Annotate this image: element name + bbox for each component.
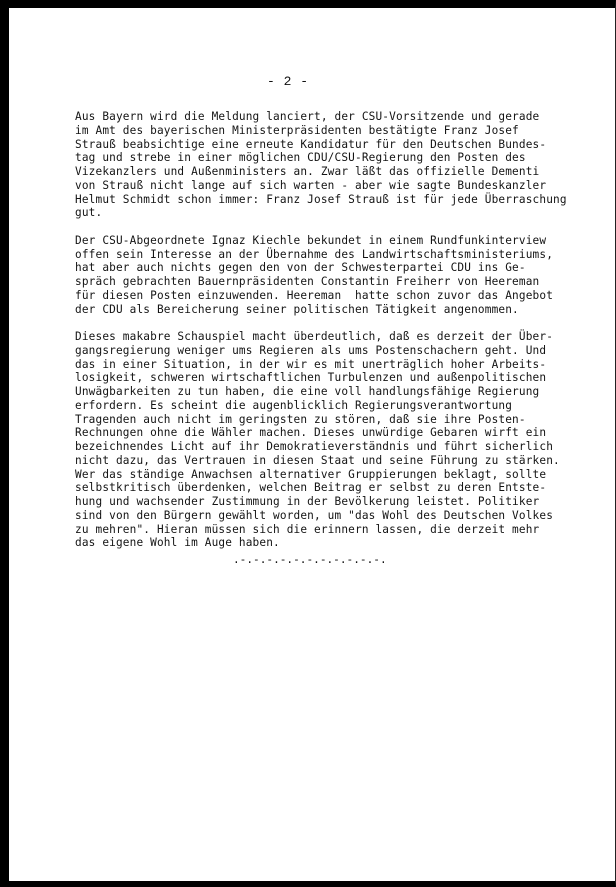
text-line: Der CSU-Abgeordnete Ignaz Kiechle bekundet in einem Rundfunkinterview bbox=[75, 233, 547, 247]
text-line: hung und wachsender Zustimmung in der Bevölkerung leistet. Politiker bbox=[75, 495, 540, 508]
paragraph-3 bbox=[75, 330, 615, 550]
page-number: - 2 - bbox=[267, 74, 309, 89]
text-line: zu mehren". Hieran müssen sich die erinnern lassen, die derzeit mehr bbox=[75, 522, 540, 536]
text-line: das in einer Situation, in der wir es mit unerträglich hoher Arbeits- bbox=[75, 357, 547, 371]
text-line: Rechnungen ohne die Wähler machen. Dieses unwürdige Gebaren wirft ein bbox=[75, 426, 547, 440]
text-line: tag und strebe in einer möglichen CDU/CSU-Regierung den Posten des bbox=[75, 151, 526, 165]
text-line: von Strauß nicht lange auf sich warten - aber wie sagte Bundeskanzler bbox=[75, 178, 547, 192]
paragraph-2 bbox=[75, 234, 615, 317]
text-line: offen sein Interesse an der Übernahme des Landwirtschaftsministeriums, bbox=[75, 247, 554, 261]
text-line: hat aber auch nichts gegen den von der Schwesterpartei CDU ins Ge- bbox=[75, 261, 526, 275]
text-line: Helmut Schmidt schon immer: Franz Josef Strauß ist für jede Überraschung bbox=[75, 192, 567, 206]
text-line: gut. bbox=[75, 206, 103, 220]
text-line: Wer das ständige Anwachsen alternativer Gruppierungen beklagt, sollte bbox=[75, 467, 547, 481]
text-line: selbstkritisch überdenken, welchen Beitrag er selbst zu deren Entste- bbox=[75, 481, 547, 495]
text-line: Dieses makabre Schauspiel macht überdeutlich, daß es derzeit der Über- bbox=[75, 330, 554, 343]
text-line: nicht dazu, das Vertrauen in diesen Staat und seine Führung zu stärken. bbox=[75, 453, 560, 467]
text-line: das eigene Wohl im Auge haben. bbox=[75, 536, 280, 550]
text-line: Vizekanzlers und Außenministers an. Zwar läßt das offizielle Dementi bbox=[75, 165, 540, 178]
text-line: im Amt des bayerischen Ministerpräsidenten bestätigte Franz Josef bbox=[75, 123, 519, 137]
text-line: für diesen Posten einzuwenden. Heereman hatte schon zuvor das Angebot bbox=[75, 288, 554, 302]
text-line: losigkeit, schweren wirtschaftlichen Turbulenzen und außenpolitischen bbox=[75, 371, 547, 385]
text-line: Tragenden auch nicht im geringsten zu stören, daß sie ihre Posten- bbox=[75, 412, 526, 426]
text-line: Aus Bayern wird die Meldung lanciert, der CSU-Vorsitzende und gerade bbox=[75, 110, 540, 123]
text-line: sind von den Bürgern gewählt worden, um "das Wohl des Deutschen Volkes bbox=[75, 508, 554, 522]
text-line: Unwägbarkeiten zu tun haben, die eine voll handlungsfähige Regierung bbox=[75, 385, 540, 398]
text-line: Strauß beabsichtige eine erneute Kandidatur für den Deutschen Bundes- bbox=[75, 137, 547, 151]
text-line: der CDU als Bereicherung seiner politischen Tätigkeit angenommen. bbox=[75, 302, 519, 316]
paragraph-1 bbox=[75, 110, 615, 220]
section-separator: .-.-.-.-.-.-.-.-.-.-.-. bbox=[233, 553, 387, 566]
text-line: gangsregierung weniger ums Regieren als ums Postenschachern geht. Und bbox=[75, 343, 547, 357]
text-line: erfordern. Es scheint die augenblicklich Regierungsverantwortung bbox=[75, 398, 513, 412]
text-line: spräch gebrachten Bauernpräsidenten Constantin Freiherr von Heereman bbox=[75, 275, 540, 288]
text-line: bezeichnendes Licht auf ihr Demokratieverständnis und führt sicherlich bbox=[75, 440, 554, 453]
document-body bbox=[75, 110, 615, 564]
